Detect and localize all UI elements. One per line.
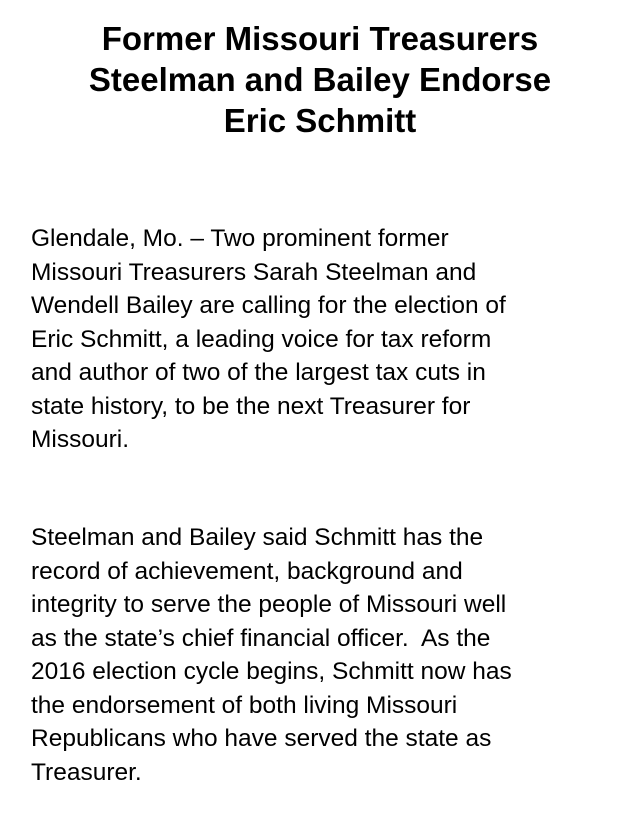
paragraph-line: Missouri. bbox=[31, 426, 130, 453]
paragraph-line: Steelman and Bailey said Schmitt has the bbox=[31, 524, 484, 551]
paragraph-line: as the state’s chief financial officer. As the bbox=[31, 624, 491, 652]
headline-line: Former Missouri Treasurers bbox=[101, 20, 539, 57]
paragraph-line: Missouri Treasurers Sarah Steelman and bbox=[31, 258, 477, 286]
paragraph-line: integrity to serve the people of Missouri well bbox=[31, 591, 507, 618]
paragraph-line: Glendale, Mo. – Two prominent former bbox=[31, 225, 449, 252]
body-paragraph-1 bbox=[31, 222, 631, 457]
headline bbox=[0, 18, 640, 141]
paragraph-line: and author of two of the largest tax cuts in bbox=[31, 359, 486, 386]
paragraph-line: record of achievement, background and bbox=[31, 557, 463, 585]
paragraph-line: Treasurer. bbox=[31, 758, 142, 786]
paragraph-line: state history, to be the next Treasurer for bbox=[31, 392, 471, 420]
paragraph-line: the endorsement of both living Missouri bbox=[31, 691, 458, 719]
body-paragraph-2 bbox=[31, 521, 631, 789]
paragraph-line: 2016 election cycle begins, Schmitt now has bbox=[31, 658, 512, 685]
paragraph-line: Republicans who have served the state as bbox=[31, 725, 492, 752]
headline-line: Steelman and Bailey Endorse bbox=[88, 61, 552, 98]
paragraph-line: Eric Schmitt, a leading voice for tax reform bbox=[31, 325, 492, 353]
paragraph-line: Wendell Bailey are calling for the election of bbox=[31, 292, 506, 319]
headline-line: Eric Schmitt bbox=[223, 102, 417, 139]
